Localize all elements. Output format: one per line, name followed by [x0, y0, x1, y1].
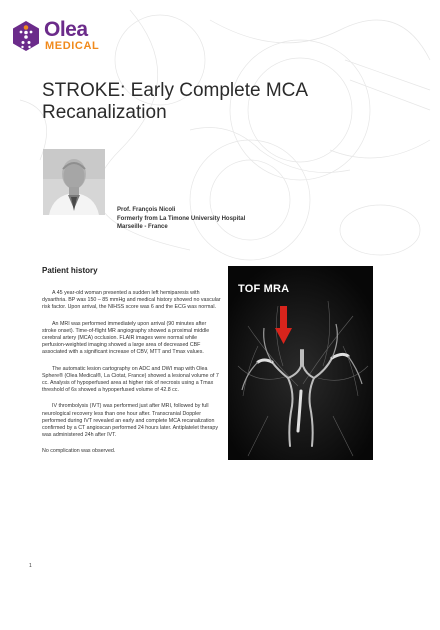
- author-affiliation: Formerly from La Timone University Hospital: [117, 215, 246, 222]
- paragraph: The automatic lesion cartography on ADC and DWI map with Olea Sphere® (Olea Medical®, La Ciotat, France) showed a lesional volume of 7 cc. Analysis of hypoperfused area at higher risk of necrosis using a Tmax threshold of 6s showed a hypoperfused volume of 42.8 cc.: [42, 365, 219, 394]
- author-info: [117, 206, 245, 232]
- olea-medical-logo: [12, 20, 122, 56]
- page-number: 1: [29, 563, 32, 569]
- figure-label: TOF MRA: [238, 283, 290, 295]
- paragraph: IV thrombolysis (IVT) was performed just after MRI, followed by full neurological recovery less than one hour after. Transcranial Doppler performed during IVT revealed an early and complete MCA recanalization confirmed by a CT angioscan performed 24 hours later. Antiplatelet therapy was administered 24h after IVT.: [42, 403, 218, 439]
- section-heading: Patient history: [42, 266, 98, 275]
- logo-figure-icon: [12, 20, 40, 52]
- angiography-image: [228, 266, 373, 460]
- page-title: STROKE: Early Complete MCA Recanalization: [42, 80, 308, 123]
- logo-word-olea: Olea: [44, 18, 88, 41]
- patient-history-text: [42, 290, 222, 465]
- logo-word-medical: MEDICAL: [45, 40, 100, 52]
- author-name: Prof. François Nicoli: [117, 207, 176, 213]
- author-location: Marseille - France: [117, 224, 168, 230]
- author-photo: [43, 149, 105, 215]
- tof-mra-image: [228, 266, 373, 460]
- paragraph: A 45 year-old woman presented a sudden left hemiparesis with dysarthria. BP was 150 – 85 mmHg and medical history showed no vascular risk factor. Upon arrival, the NIHSS score was 6 and the ECG was normal.: [42, 290, 221, 311]
- paragraph: No complication was observed.: [42, 448, 116, 455]
- paragraph: An MRI was performed immediately upon arrival (90 minutes after stroke onset). Time-of-flight MR angiography showed a proximal middle cerebral artery (MCA) occlusion. FLAIR images were normal while perfusion-weighted imaging showed a large area of decreased CBF associated with a significant increase of CBV, MTT and Tmax values.: [42, 320, 210, 356]
